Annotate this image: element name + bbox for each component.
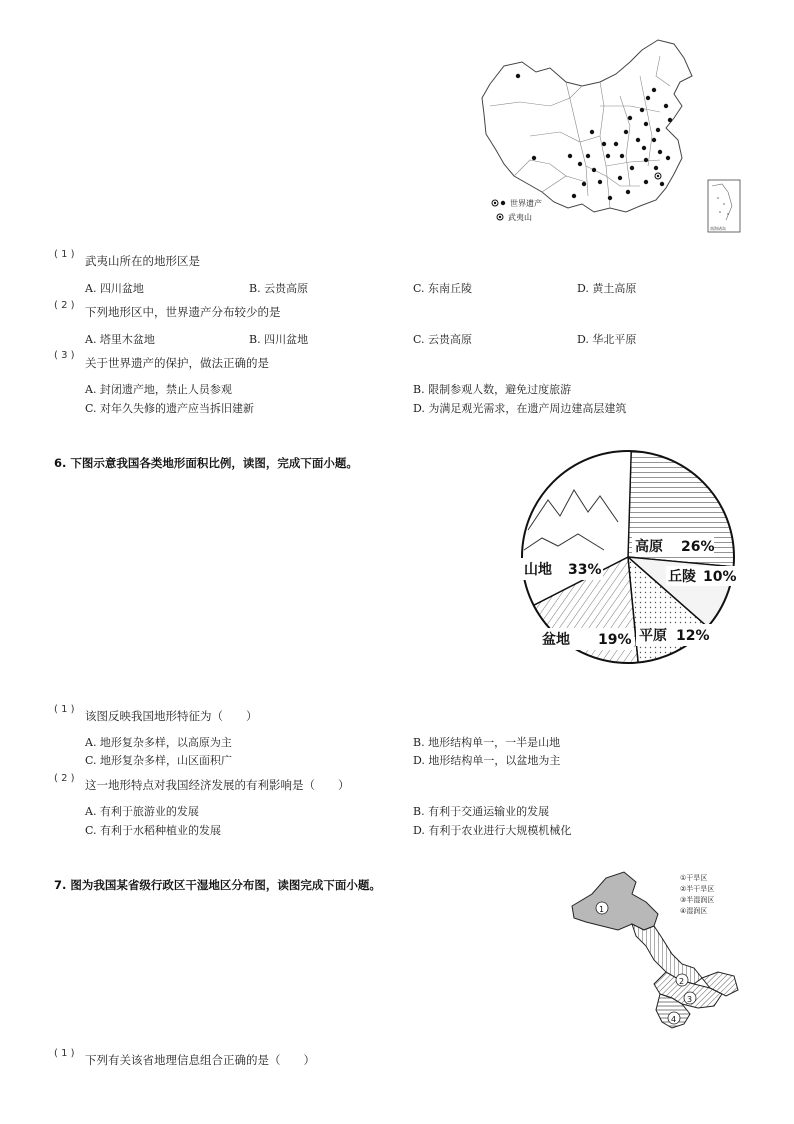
wuyi-mountain-marker: [655, 173, 661, 179]
region-num-3: 3: [687, 995, 693, 1004]
q5-3-stem: 关于世界遗产的保护，做法正确的是: [85, 356, 269, 370]
q5-2-option-c[interactable]: C. 云贵高原: [413, 333, 473, 346]
terrain-pie-chart: [508, 450, 748, 665]
china-heritage-map: [470, 36, 745, 236]
china-outline: [482, 40, 692, 212]
q5-3-option-b[interactable]: B. 限制参观人数，避免过度旅游: [413, 383, 572, 396]
province-dryness-map: [562, 868, 744, 1030]
region-arid: [572, 872, 658, 930]
q7-heading: 7. 图为我国某省级行政区干湿地区分布图，读图完成下面小题。: [54, 878, 381, 892]
map-legend: [492, 198, 542, 222]
label-pingyuan: 平原: [639, 628, 667, 644]
dryness-legend: [680, 873, 714, 915]
region-num-1: 1: [599, 905, 605, 914]
q6-2-option-b[interactable]: B. 有利于交通运输业的发展: [413, 805, 550, 818]
china-map-svg: [470, 36, 745, 236]
q6-heading: 6. 下图示意我国各类地形面积比例，读图，完成下面小题。: [54, 456, 358, 470]
q6-1-stem: 该图反映我国地形特征为（ ）: [85, 709, 258, 723]
label-gaoyuan: 高原: [635, 539, 663, 555]
q6-1-option-a[interactable]: A. 地形复杂多样，以高原为主: [85, 736, 232, 749]
q6-1-number: ( 1 ): [54, 704, 75, 715]
q7-1-number: ( 1 ): [54, 1048, 75, 1059]
label-pendi: 盆地: [542, 632, 570, 648]
q5-3-number: ( 3 ): [54, 350, 75, 361]
q6-1-option-c[interactable]: C. 地形复杂多样，山区面积广: [85, 754, 233, 767]
label-qiuling: 丘陵: [668, 569, 696, 585]
q6-1-option-d[interactable]: D. 地形结构单一，以盆地为主: [413, 754, 561, 767]
label-qiuling-pct: 10%: [703, 569, 737, 585]
legend-humid: ④湿润区: [680, 907, 708, 915]
q5-3-option-c[interactable]: C. 对年久失修的遗产应当拆旧建新: [85, 402, 255, 415]
q5-1-option-a[interactable]: A. 四川盆地: [85, 282, 144, 295]
q5-1-stem: 武夷山所在的地形区是: [85, 254, 200, 268]
pie-svg: [508, 450, 748, 665]
label-pingyuan-pct: 12%: [676, 628, 710, 644]
label-gaoyuan-pct: 26%: [681, 539, 715, 555]
q6-2-number: ( 2 ): [54, 773, 75, 784]
legend-world-heritage: 世界遗产: [510, 199, 542, 208]
q5-2-stem: 下列地形区中，世界遗产分布较少的是: [85, 305, 281, 319]
q5-1-option-b[interactable]: B. 云贵高原: [249, 282, 309, 295]
q5-3-option-d[interactable]: D. 为满足观光需求，在遗产周边建高层建筑: [413, 402, 627, 415]
q6-2-option-d[interactable]: D. 有利于农业进行大规模机械化: [413, 824, 572, 837]
legend-semi-humid: ③半湿润区: [680, 896, 715, 904]
q5-1-option-d[interactable]: D. 黄土高原: [577, 282, 637, 295]
label-shandi: 山地: [524, 562, 552, 578]
province-map-svg: [562, 868, 744, 1030]
q5-2-number: ( 2 ): [54, 300, 75, 311]
inset-label: 南海诸岛: [710, 226, 726, 231]
legend-semi-arid: ②半干旱区: [680, 885, 715, 893]
region-num-2: 2: [679, 977, 685, 986]
q5-2-option-b[interactable]: B. 四川盆地: [249, 333, 309, 346]
q5-2-option-d[interactable]: D. 华北平原: [577, 333, 637, 346]
label-pendi-pct: 19%: [598, 632, 632, 648]
q5-1-number: ( 1 ): [54, 249, 75, 260]
label-shandi-pct: 33%: [568, 562, 602, 578]
q5-3-option-a[interactable]: A. 封闭遗产地，禁止人员参观: [85, 383, 232, 396]
q5-2-option-a[interactable]: A. 塔里木盆地: [85, 333, 155, 346]
south-sea-inset: [708, 180, 740, 232]
region-num-4: 4: [671, 1015, 677, 1024]
q6-2-stem: 这一地形特点对我国经济发展的有利影响是（ ）: [85, 778, 350, 792]
q6-2-option-c[interactable]: C. 有利于水稻种植业的发展: [85, 824, 222, 837]
q6-2-option-a[interactable]: A. 有利于旅游业的发展: [85, 805, 199, 818]
legend-wuyi: 武夷山: [508, 213, 532, 222]
q5-1-option-c[interactable]: C. 东南丘陵: [413, 282, 473, 295]
q7-1-stem: 下列有关该省地理信息组合正确的是（ ）: [85, 1053, 315, 1067]
legend-arid: ①干旱区: [680, 874, 708, 882]
q6-1-option-b[interactable]: B. 地形结构单一，一半是山地: [413, 736, 561, 749]
